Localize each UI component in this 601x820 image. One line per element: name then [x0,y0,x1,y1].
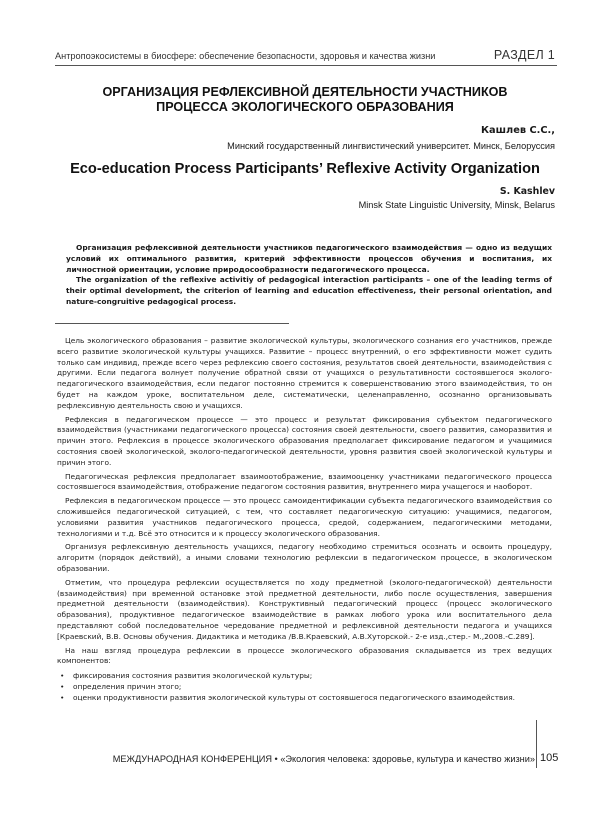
list-item [57,692,552,703]
abstract-ru: Организация рефлексивной деятельности участников педагогического взаимодействия — одно из ведущих условий их оптимального развития, критерий эффективности процессов обучения и воспитания, их личностной ориентации, условие природосообразности педагогического процесса. [66,243,552,274]
article-title-ru-line2: ПРОЦЕССА ЭКОЛОГИЧЕСКОГО ОБРАЗОВАНИЯ [156,100,454,114]
running-header [55,48,555,64]
article-title-ru-line1: ОРГАНИЗАЦИЯ РЕФЛЕКСИВНОЙ ДЕЯТЕЛЬНОСТИ УЧАСТНИКОВ [102,85,508,99]
article-title-en: Eco-education Process Participants’ Reflexive Activity Organization [70,161,540,177]
page-number: 105 [540,752,559,764]
list-item [57,670,552,681]
list-item-text: оценки продуктивности развития экологической культуры от состоявшегося педагогического взаимодействия. [73,693,516,703]
bullet-icon: • [60,693,65,703]
list-item-text: фиксирования состояния развития экологической культуры; [73,671,313,681]
affiliation-ru: Минский государственный лингвистический университет. Минск, Белоруссия [227,141,555,151]
footer-vertical-rule [536,720,537,768]
body-paragraph: Рефлексия в педагогическом процессе — это процесс самоидентификации субъекта педагогического взаимодействия со сложившейся педагогической ситуацией, с тем, что составляет педагогическую ситуацию: учащимися, педагогом, условиями развития участников педагогического процесса, средой, содержанием, педагогическими методами, технологиями и т.д. Всё это относится и к процессу экологического образования. [57,496,552,538]
list-item-text: определения причин этого; [73,682,182,692]
affiliation-en: Minsk State Linguistic University, Minsk, Belarus [358,200,555,210]
body-paragraph: Отметим, что процедура рефлексии осуществляется по ходу предметной (эколого-педагогической) деятельности (взаимодействия) при временной остановке этой предметной деятельности, либо после осуществления, завершения предметной деятельности (взаимодействия). Конструктивный педагогический процесс (процесс экологического образования), продуктивное педагогическое взаимодействие в рамках любого урока или воспитательного дела представляют собой последовательное чередование предметной и рефлексивной деятельности педагога и учащихся [Краевский, В.В. Основы обучения. Дидактика и методика /В.В.Краевский, А.В.Хуторской.- 2-е изд.,стер.- М.,2008.-С.289]. [57,577,552,641]
author-en: S. Kashlev [499,186,555,197]
list-item [57,681,552,692]
abstract-en: The organization of the reflexive activitiy of pedagogical interaction participants – one of the leading terms of their optimal development, the criterion of learning and education effectiveness, their personal orientation, and nature-congruitive pedagogical process. [66,275,552,306]
body-paragraph: Рефлексия в педагогическом процессе — это процесс и результат фиксирования субъектом педагогического взаимодействия (участниками педагогического процесса) состояния своей деятельности, своего развития, саморазвития и причин этого. Рефлексия в процессе экологического образования предполагает фиксирование педагогом и учащимися состояния своей экологической, эколого-педагогической деятельности, уровня развития своей экологической культуры и причин этого. [57,414,552,467]
running-footer: МЕЖДУНАРОДНАЯ КОНФЕРЕНЦИЯ • «Экология человека: здоровье, культура и качество жизни» [112,754,535,764]
body-paragraph: Педагогическая рефлексия предполагает взаимоотображение, взаимооценку участниками педагогического процесса состоявшегося взаимодействия, отображение педагогом состояния развития, внутреннего мира учащегося и наоборот. [57,471,552,492]
components-list [57,670,552,703]
running-header-title: Антропоэкосистемы в биосфере: обеспечение безопасности, здоровья и качества жизни [55,51,436,61]
body-paragraph: Цель экологического образования – развитие экологической культуры, экологического сознания его участников, прежде всего развитие экологической культуры учащихся. Развитие – процесс внутренний, о его эффективности может судить только сам индивид, прежде всего через рефлексию своего состояния, результатов своей деятельности, взаимодействия с другими. Если педагога волнует получение обратной связи от учащихся о результативности состоявшегося эколого-педагогического взаимодействия, если педагог постоянно стремится к совершенствованию этого взаимодействия, то он будет на каждом уроке, воспитательном деле, систематически, целенаправленно, осознанно организовывать рефлексивную деятельность свою и учащихся. [57,336,552,410]
bullet-icon: • [60,671,65,681]
body-paragraph: На наш взгляд процедура рефлексии в процессе экологического образования складывается из трех ведущих компонентов: [57,645,552,666]
section-label: РАЗДЕЛ 1 [493,48,555,62]
article-body [57,336,552,703]
bullet-icon: • [60,682,65,692]
author-ru: Кашлев С.С., [481,125,555,136]
article-title-ru [55,85,555,115]
body-paragraph: Организуя рефлексивную деятельность учащихся, педагогу необходимо стремиться осознать и освоить процедуру, алгоритм (порядок действий), а иными словами технологию рефлексии в педагогическом процессе, в экологическом образовании. [57,542,552,573]
abstract [66,243,552,308]
header-divider [55,65,557,66]
abstract-divider [55,323,289,324]
